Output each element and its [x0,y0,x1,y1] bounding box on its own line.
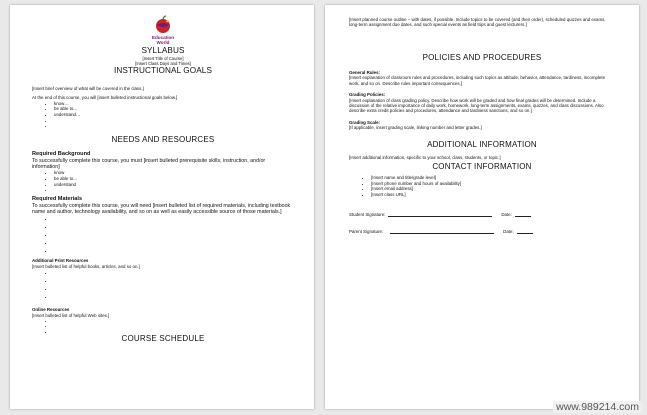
goals-list [32,101,294,129]
contact-info-heading: CONTACT INFORMATION [432,162,532,172]
class-days-placeholder: [Insert Class Days and Times] [135,61,191,66]
required-materials-heading: Required Materials [32,195,83,202]
materials-list [32,215,294,255]
list-item: • [Insert phone number and hours of availability] [371,181,615,187]
required-background-text: To successfully complete this course, you must [insert bulleted prerequisite skills, instruction, and/or information] [32,157,266,171]
list-item: • know [54,170,294,176]
list-item [54,215,294,223]
list-item [54,269,294,277]
online-resources-list [32,318,294,334]
syllabus-title: SYLLABUS [141,46,185,55]
required-materials-text: To successfully complete this course, you will need [insert bulleted list of required materials, including textbook name and author, technology availability, and so on as well as easily accessible source of those materials.] [32,202,291,216]
syllabus-page-1 [10,5,314,409]
syllabus-page-2 [325,5,639,409]
list-item: • be able to… [54,176,294,182]
required-background-heading: Required Background [32,150,91,157]
parent-date-line[interactable] [517,229,533,234]
list-item [54,293,294,301]
site-watermark: www.989214.com [553,401,642,413]
list-item: • [Insert email address] [371,186,615,192]
parent-signature-row [349,229,615,234]
education-world-logo [32,15,294,45]
instructional-goals-heading: INSTRUCTIONAL GOALS [113,66,213,75]
student-signature-row [349,212,615,217]
print-resources-heading: Additional Print Resources [32,258,89,264]
background-list [32,170,294,192]
grading-policies-text: [Insert explanation of class grading policy. Describe how work will be graded and how final grades will be determined. Include a discussion of the relative importance of daily work, homework, long-term assignments, exams, quizzes, and class discussions. Also describe extra credit policies and procedures, attendance and tardiness sanctions, and so on.] [349,97,604,114]
student-date-line[interactable] [515,212,531,217]
list-item [54,285,294,293]
student-date-label: Date: [501,211,512,217]
list-item: • be able to… [54,106,294,112]
grading-scale-heading: Grading Scale: [349,119,380,125]
parent-signature-label: Parent Signature: [349,228,384,234]
contact-list [349,175,615,197]
additional-info-text: [Insert additional information, specific to your school, class, students, or topic.] [349,154,501,160]
general-rules-heading: General Rules: [349,69,380,75]
course-outline-note: [Insert planned course outline – with dates, if possible. Include topics to be covered (and their order), scheduled quizzes and exams, long-term assignment due dates, and such special events as field trips and guest lecturers.] [349,17,606,28]
course-overview-text: [Insert brief overview of what will be covered in the class.] [32,86,144,91]
student-signature-line[interactable] [388,212,492,217]
additional-info-heading: ADDITIONAL INFORMATION [427,139,537,149]
list-item [54,247,294,255]
policies-heading: POLICIES AND PROCEDURES [422,52,542,62]
grading-policies-heading: Grading Policies: [349,92,386,98]
print-resources-text: [Insert bulleted list of helpful books, articles, and so on.] [32,263,140,269]
list-item: • [Insert name and title/grade level] [371,175,615,181]
online-resources-text: [Insert bulleted list of helpful Web sites.] [32,312,110,318]
goals-intro-text: At the end of this course, you will [insert bulleted instructional goals below.] [32,95,178,101]
list-item [54,231,294,239]
logo-text-line2: World [156,40,170,45]
course-title-placeholder: [Insert Title of Course] [142,56,184,61]
apple-globe-icon [152,15,174,35]
list-item [54,123,294,129]
list-item: • know… [54,101,294,107]
list-item [54,187,294,193]
grading-scale-text: [If applicable, insert grading scale, linking number and letter grades.] [349,125,482,131]
student-signature-label: Student Signature: [349,211,386,217]
list-item [54,277,294,285]
list-item: • understand… [54,112,294,118]
list-item [54,239,294,247]
logo-text-line1: Education [151,35,175,40]
general-rules-text: [Insert explanation of classroom rules and procedures, including such topics as attitude, behavior, attendance, tardiness, incomplete work, and so on. Describe rules important consequences.] [349,75,606,86]
print-resources-list [32,269,294,301]
list-item: • understand [54,182,294,188]
needs-resources-heading: NEEDS AND RESOURCES [111,134,215,144]
parent-signature-line[interactable] [390,229,494,234]
list-item: • [Insert class URL] [371,192,615,198]
parent-date-label: Date: [503,228,514,234]
online-resources-heading: Online Resources [32,307,70,313]
list-item [54,223,294,231]
course-schedule-heading: COURSE SCHEDULE [121,333,205,343]
